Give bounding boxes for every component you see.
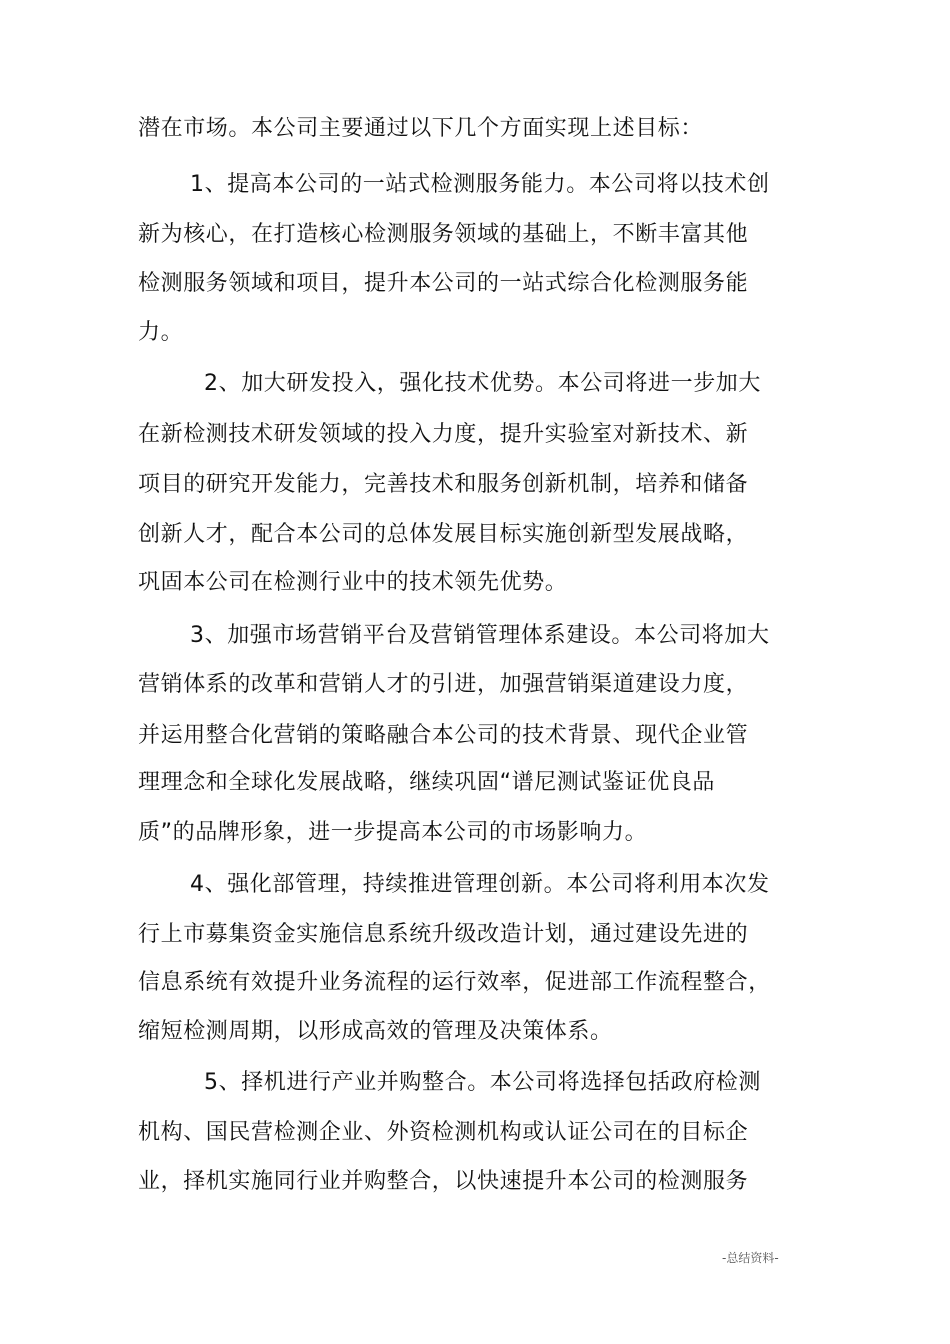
text-line: 机构、国民营检测企业、外资检测机构或认证公司在的目标企 — [138, 1120, 749, 1145]
text-line: 潜在市场。本公司主要通过以下几个方面实现上述目标： — [138, 116, 704, 141]
list-item-1-line: 1、提高本公司的一站式检测服务能力。本公司将以技术创 — [190, 172, 770, 197]
text-line: 缩短检测周期，以形成高效的管理及决策体系。 — [138, 1019, 613, 1044]
text-line: 巩固本公司在检测行业中的技术领先优势。 — [138, 570, 568, 595]
text-line: 理理念和全球化发展战略，继续巩固“谱尼测试鉴证优良品 — [138, 770, 715, 795]
list-item-4-line: 4、强化部管理，持续推进管理创新。本公司将利用本次发 — [190, 872, 770, 897]
page-footer: -总结资料- — [722, 1251, 779, 1265]
text-line: 在新检测技术研发领域的投入力度，提升实验室对新技术、新 — [138, 422, 749, 447]
text-line: 力。 — [138, 320, 184, 345]
text-line: 新为核心，在打造核心检测服务领域的基础上，不断丰富其他 — [138, 222, 749, 247]
list-item-5-line: 5、择机进行产业并购整合。本公司将选择包括政府检测 — [204, 1070, 761, 1095]
text-line: 检测服务领域和项目，提升本公司的一站式综合化检测服务能 — [138, 271, 749, 296]
text-line: 项目的研究开发能力，完善技术和服务创新机制，培养和储备 — [138, 472, 749, 497]
text-line: 创新人才，配合本公司的总体发展目标实施创新型发展战略， — [138, 522, 749, 547]
text-line: 业，择机实施同行业并购整合，以快速提升本公司的检测服务 — [138, 1169, 749, 1194]
list-item-3-line: 3、加强市场营销平台及营销管理体系建设。本公司将加大 — [190, 623, 770, 648]
text-line: 信息系统有效提升业务流程的运行效率，促进部工作流程整合， — [138, 970, 771, 995]
text-line: 并运用整合化营销的策略融合本公司的技术背景、现代企业管 — [138, 723, 749, 748]
text-line: 行上市募集资金实施信息系统升级改造计划，通过建设先进的 — [138, 922, 749, 947]
text-line: 质”的品牌形象，进一步提高本公司的市场影响力。 — [138, 820, 648, 845]
list-item-2-line: 2、加大研发投入，强化技术优势。本公司将进一步加大 — [204, 371, 761, 396]
text-line: 营销体系的改革和营销人才的引进，加强营销渠道建设力度， — [138, 672, 749, 697]
